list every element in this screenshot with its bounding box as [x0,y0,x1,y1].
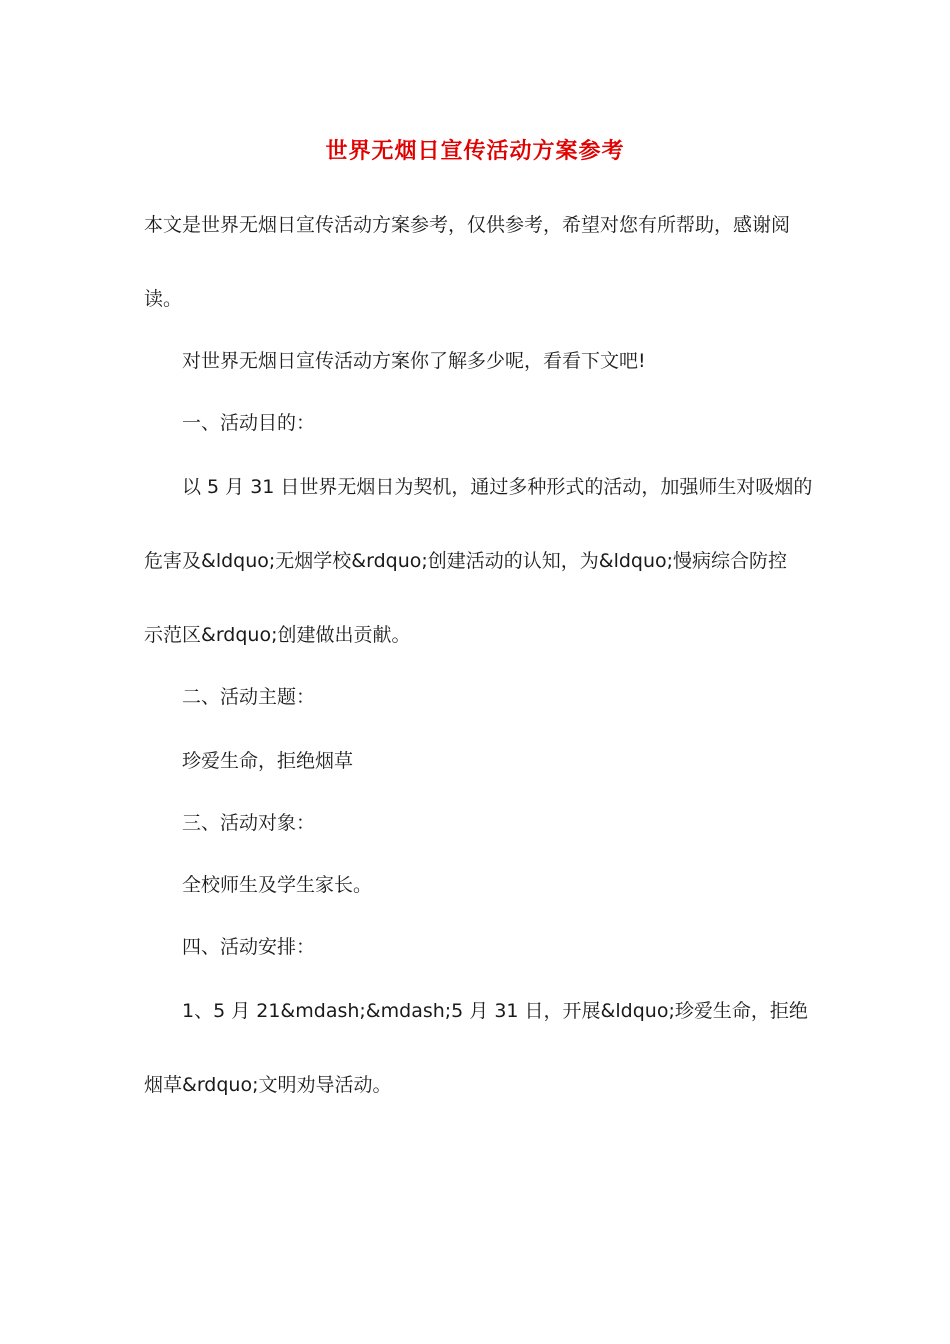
section-heading: 三、活动对象： [182,812,316,834]
section-heading: 四、活动安排： [182,936,316,958]
section-heading: 一、活动目的： [182,412,316,434]
section-heading: 二、活动主题： [182,686,316,708]
paragraph-line: 危害及&ldquo;无烟学校&rdquo;创建活动的认知，为&ldquo;慢病综合防控 [144,550,788,572]
paragraph-line: 烟草&rdquo;文明劝导活动。 [144,1074,392,1096]
paragraph-line: 1、5 月 21&mdash;&mdash;5 月 31 日，开展&ldquo;珍爱生命，拒绝 [182,1000,808,1022]
document-title: 世界无烟日宣传活动方案参考 [325,138,625,164]
paragraph-line: 读。 [144,288,183,310]
paragraph-line: 全校师生及学生家长。 [182,874,373,896]
paragraph-line: 本文是世界无烟日宣传活动方案参考，仅供参考，希望对您有所帮助，感谢阅 [144,214,791,236]
paragraph-line: 以 5 月 31 日世界无烟日为契机，通过多种形式的活动，加强师生对吸烟的 [182,476,813,498]
paragraph-line: 对世界无烟日宣传活动方案你了解多少呢，看看下文吧! [182,350,646,372]
paragraph-line: 示范区&rdquo;创建做出贡献。 [144,624,411,646]
paragraph-line: 珍爱生命，拒绝烟草 [182,750,354,772]
